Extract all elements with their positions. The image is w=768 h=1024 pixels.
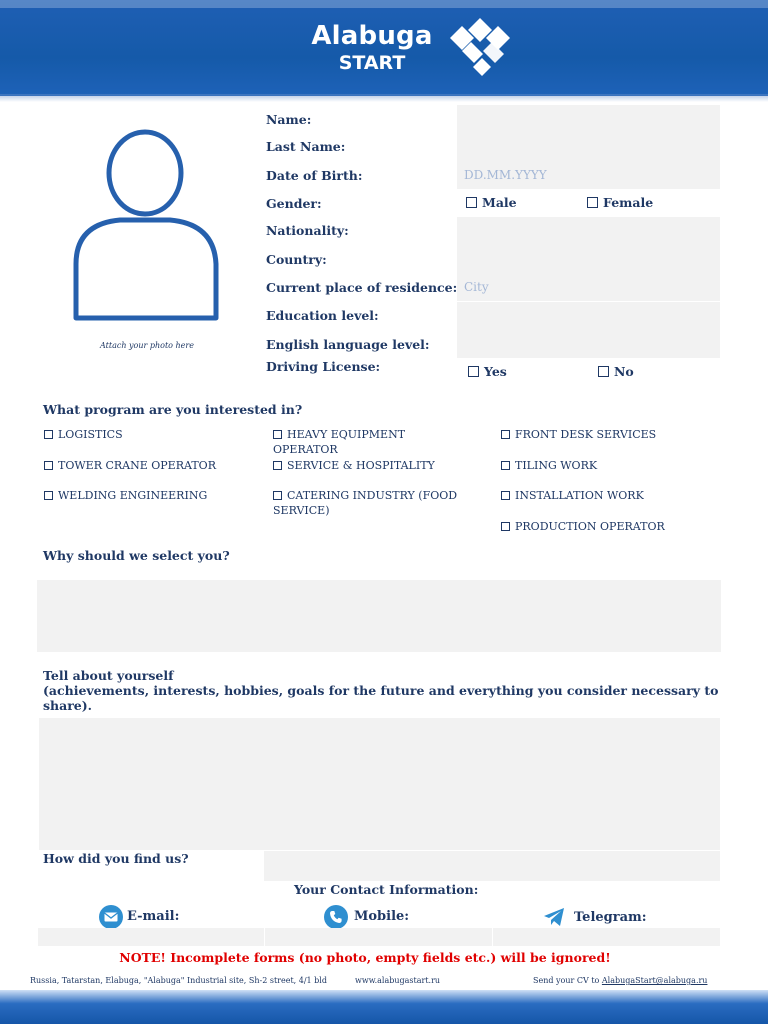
female-label: Female <box>603 195 654 210</box>
mobile-field[interactable] <box>265 928 492 946</box>
gender-female-option[interactable] <box>587 195 653 210</box>
program-label: PRODUCTION OPERATOR <box>515 520 665 533</box>
telegram-label: Telegram: <box>574 910 647 925</box>
driving-no-label: No <box>614 364 634 379</box>
driving-no-checkbox[interactable] <box>598 366 609 377</box>
find-us-field[interactable] <box>264 851 720 881</box>
program-option[interactable] <box>44 427 244 442</box>
female-checkbox[interactable] <box>587 197 598 208</box>
program-checkbox[interactable] <box>273 491 282 500</box>
program-checkbox[interactable] <box>44 461 53 470</box>
footer-bar <box>0 990 768 1024</box>
mobile-label: Mobile: <box>354 909 410 924</box>
dob-label: Date of Birth: <box>266 168 363 183</box>
footer-website[interactable]: www.alabugastart.ru <box>355 976 441 985</box>
contact-title: Your Contact Information: <box>294 882 479 897</box>
program-option[interactable] <box>273 427 473 457</box>
english-field[interactable] <box>457 330 720 358</box>
residence-field[interactable] <box>457 273 720 301</box>
program-label: CATERING INDUSTRY (FOOD SERVICE) <box>273 489 458 517</box>
program-label: INSTALLATION WORK <box>515 489 644 502</box>
telegram-field[interactable] <box>493 928 720 946</box>
brand-logo-text <box>306 20 438 74</box>
brand-diamond-logo-icon <box>444 16 520 82</box>
dob-placeholder: DD.MM.YYYY <box>464 168 547 182</box>
program-option[interactable] <box>501 519 701 534</box>
residence-label: Current place of residence: <box>266 280 458 295</box>
last-name-label: Last Name: <box>266 139 346 154</box>
residence-placeholder: City <box>464 280 489 294</box>
program-label: WELDING ENGINEERING <box>58 489 208 502</box>
footer-email-link[interactable]: AlabugaStart@alabuga.ru <box>601 976 708 985</box>
incomplete-forms-note: NOTE! Incomplete forms (no photo, empty fields etc.) will be ignored! <box>119 950 611 965</box>
program-checkbox[interactable] <box>501 430 510 439</box>
driving-no-option[interactable] <box>598 364 634 379</box>
footer-send-cv <box>533 976 707 985</box>
gender-label: Gender: <box>266 196 322 211</box>
brand-line2: START <box>338 52 406 74</box>
why-title: Why should we select you? <box>43 548 230 563</box>
driving-yes-label: Yes <box>484 364 507 379</box>
brand-line1: Alabuga <box>311 21 433 51</box>
driving-yes-checkbox[interactable] <box>468 366 479 377</box>
footer-address: Russia, Tatarstan, Elabuga, "Alabuga" Industrial site, Sh-2 street, 4/1 bld <box>30 976 327 985</box>
program-checkbox[interactable] <box>273 461 282 470</box>
program-label: TOWER CRANE OPERATOR <box>58 459 216 472</box>
program-option[interactable] <box>44 488 244 503</box>
program-option[interactable] <box>44 458 244 473</box>
driving-label: Driving License: <box>266 359 381 374</box>
photo-caption: Attach your photo here <box>100 341 194 350</box>
program-checkbox[interactable] <box>273 430 282 439</box>
program-label: LOGISTICS <box>58 428 123 441</box>
program-option[interactable] <box>501 458 701 473</box>
telegram-icon <box>542 906 566 928</box>
header-fade <box>0 94 768 102</box>
program-option[interactable] <box>501 488 701 503</box>
find-us-title: How did you find us? <box>43 851 189 866</box>
program-label: HEAVY EQUIPMENT OPERATOR <box>273 428 406 456</box>
program-checkbox[interactable] <box>501 522 510 531</box>
about-textarea[interactable] <box>39 718 720 850</box>
name-label: Name: <box>266 112 312 127</box>
programs-title: What program are you interested in? <box>43 402 303 417</box>
nationality-label: Nationality: <box>266 223 349 238</box>
program-checkbox[interactable] <box>501 461 510 470</box>
program-label: FRONT DESK SERVICES <box>515 428 657 441</box>
email-field[interactable] <box>38 928 264 946</box>
education-label: Education level: <box>266 308 379 323</box>
driving-yes-option[interactable] <box>468 364 507 379</box>
program-checkbox[interactable] <box>501 491 510 500</box>
nationality-field[interactable] <box>457 217 720 245</box>
program-label: TILING WORK <box>515 459 598 472</box>
photo-upload-area[interactable] <box>40 104 252 356</box>
program-option[interactable] <box>273 488 468 518</box>
male-checkbox[interactable] <box>466 197 477 208</box>
header-banner <box>0 0 768 96</box>
gender-male-option[interactable] <box>466 195 517 210</box>
email-label: E-mail: <box>127 909 180 924</box>
program-option[interactable] <box>273 458 473 473</box>
email-icon <box>98 904 124 930</box>
about-title: Tell about yourself <box>43 668 174 683</box>
name-field[interactable] <box>457 105 720 133</box>
footer-send-prefix: Send your CV to <box>533 976 600 985</box>
male-label: Male <box>482 195 517 210</box>
header-shine <box>0 0 768 8</box>
program-option[interactable] <box>501 427 701 442</box>
country-label: Country: <box>266 252 327 267</box>
user-silhouette-icon <box>40 104 252 356</box>
about-subtitle: (achievements, interests, hobbies, goals for the future and everything you consider necessary to share). <box>43 683 719 713</box>
program-label: SERVICE & HOSPITALITY <box>287 459 435 472</box>
phone-icon <box>323 904 349 930</box>
why-textarea[interactable] <box>37 580 721 652</box>
program-checkbox[interactable] <box>44 491 53 500</box>
english-label: English language level: <box>266 337 430 352</box>
last-name-field[interactable] <box>457 133 720 161</box>
education-field[interactable] <box>457 302 720 330</box>
country-field[interactable] <box>457 245 720 273</box>
program-checkbox[interactable] <box>44 430 53 439</box>
